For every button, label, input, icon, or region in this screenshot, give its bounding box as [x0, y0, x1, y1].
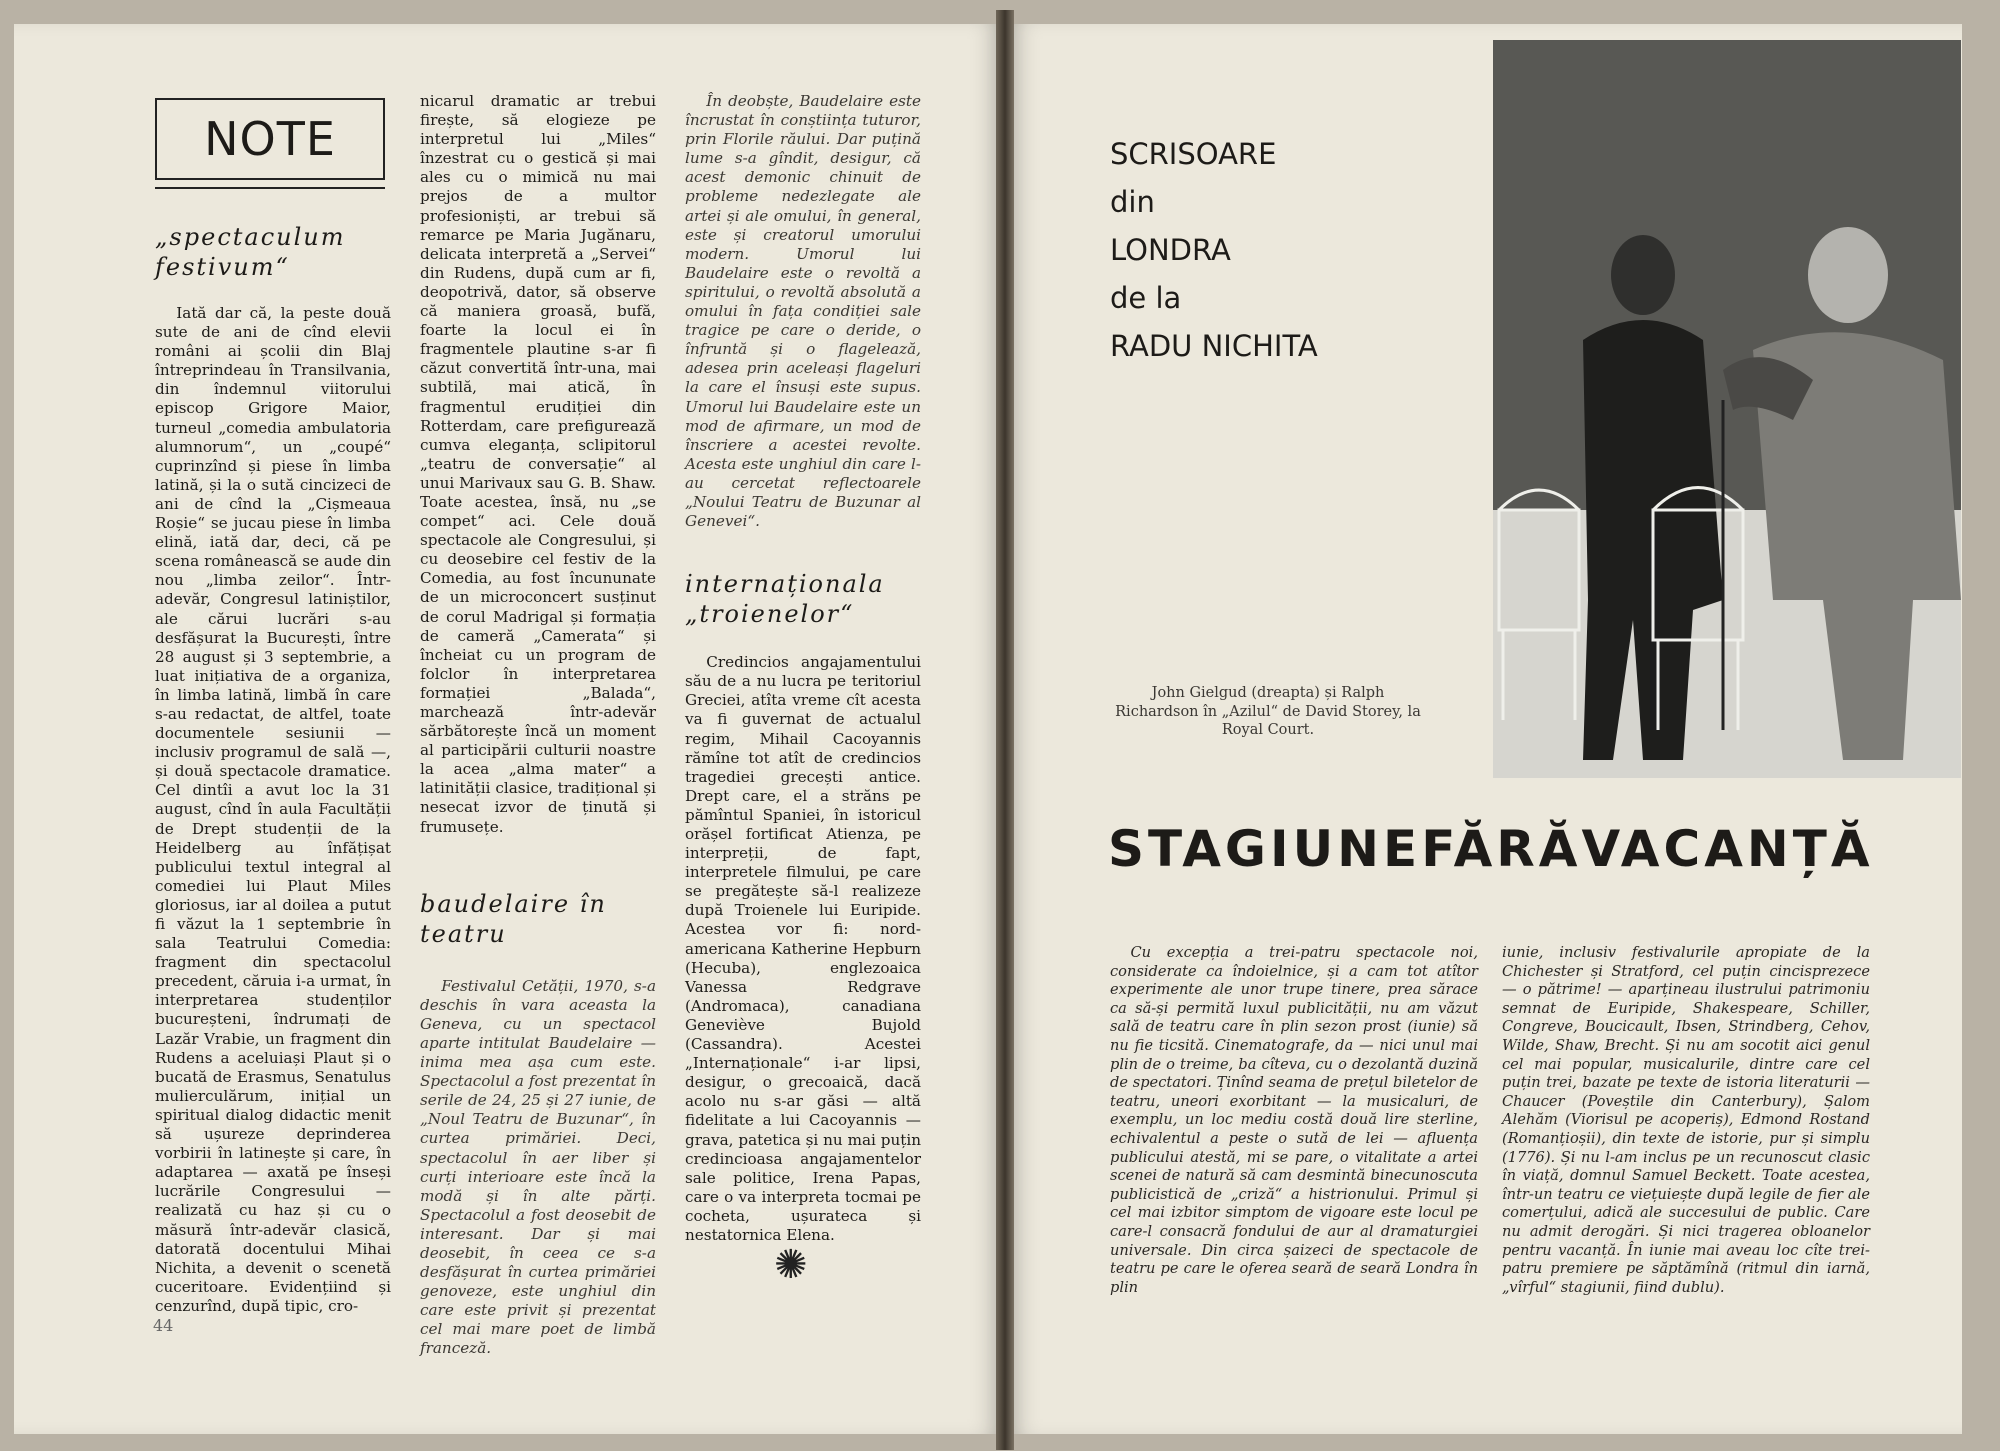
left-column-1 [155, 222, 391, 1316]
title-word: VACANȚĂ [1581, 820, 1874, 878]
article-heading-spectaculum: „spectaculum festivum“ [155, 223, 346, 281]
right-column-1 [1110, 944, 1478, 1297]
article-title [1108, 820, 1872, 878]
article-body-stagiune: Cu excepția a trei-patru spectacole noi, considerate ca îndoielnice, și a cam tot atîtor experimente ale unor trupe tinere, prea sărace ca să-și permită luxul publicității, nu am văzut sală de teatru care în plin sezon prost (iunie) să nu fie ticsită. Cinematografe, da — nici unul mai plin de o treime, ba cîteva, cu o dezolantă duzină de spectatori. Ținînd seama de prețul biletelor de teatru, uneori exorbitant — la musicaluri, de exemplu, un loc mediu costă două lire sterline, echivalentul a peste o sută de lei — afluența publicului atestă, mi se pare, o vitalitate a artei scenei de natură să cam desmintă binecunoscuta publicistică de „criză“ a histrionului. Primul și cel mai izbitor simptom de vigoare este locul pe care-l consacră fondului de aur al dramaturgiei universale. Din circa șaizeci de spectacole de teatru pe care le oferea seară de seară Londra în plin [1110, 944, 1478, 1296]
letter-header-line: LONDRA [1110, 233, 1231, 267]
section-rule [155, 187, 385, 189]
article-body-baudelaire-cont: În deobște, Baudelaire este încrustat în conștiința tuturor, prin Florile răului. Dar puțină lume s-a gîndit, desigur, că acest demonic chinuit de probleme nedezlegate ale artei și ale omului, în general, este și creatorul umorului modern. Umorul lui Baudelaire este o revoltă a spiritului, o revoltă absolută a omului în fața condiției sale tragice pe care o deride, o înfruntă și o flagelează, adesea prin aceleași flageluri la care el însuși este supus. Umorul lui Baudelaire este un mod de afirmare, un mod de înscriere a acestei revolte. Acesta este unghiul din care l-au cercetat reflectoarele „Noului Teatru de Buzunar al Genevei“. [685, 92, 921, 531]
letter-header-line: de la [1110, 281, 1182, 315]
article-body-continued: nicarul dramatic ar trebui firește, să elogieze pe interpretul lui „Miles“ înzestrat cu o gestică și mai ales cu o mimică nu mai prejos de a multor profesioniști, ar trebui să remarce pe Maria Jugănaru, delicata interpretă a „Servei“ din Rudens, după cum ar fi, deopotrivă, dator, să observe că maniera groasă, bufă, foarte la locul ei în fragmentele plautine s-ar fi căzut convertită într-una, mai subtilă, mai atică, în fragmentul erudiției din Rotterdam, care prefigurează cumva eleganța, sclipitorul „teatru de conversație“ al unui Marivaux sau G. B. Shaw. Toate acestea, însă, nu „se compet“ aci. Cele două spectacole ale Congresului, și cu deosebire cel festiv de la Comedia, au fost încununate de un microconcert susținut de corul Madrigal și formația de cameră „Camerata“ și încheiat cu un program de folclor în interpretarea formației „Balada“, marchează într-adevăr sărbătorește încă un moment al participării culturii noastre la acea „alma mater“ a latinității clasice, tradițional și nesecat izvor de ținută și frumusețe. [420, 92, 656, 836]
letter-header-line: din [1110, 185, 1155, 219]
title-word: STAGIUNE [1108, 820, 1422, 878]
theatre-photo [1493, 40, 1961, 778]
left-column-2 [420, 92, 656, 1359]
book-gutter [996, 10, 1014, 1450]
article-body-stagiune-cont: iunie, inclusiv festivalurile apropiate de la Chichester și Stratford, cel puțin cincisprezece — o pătrime! — aparțineau ilustrului patrimoniu semnat de Euripide, Shakespeare, Schiller, Congreve, Boucicault, Ibsen, Strindberg, Cehov, Wilde, Shaw, Brecht. Și nu am socotit aici genul cel mai popular, musicalurile, dintre care cel puțin trei, bazate pe texte de istoria literaturii — Chaucer (Poveștile din Canterbury), Șalom Alehăm (Viorisul pe acoperiș), Edmond Rostand (Romanțioșii), din texte de istorie, pur și simplu (1776). Și nu l-am inclus pe un recunoscut clasic în viață, domnul Samuel Beckett. Toate acestea, într-un teatru ce viețuiește după legile de fier ale comerțului, adică ale succesului de public. Care nu admit derogări. Și nici tragerea obloanelor pentru vacanță. În iunie mai aveau loc cîte trei-patru premiere pe săptămînă (ritmul din iarnă, „vîrful“ stagiunii, fiind dublu). [1502, 944, 1870, 1296]
right-column-2 [1502, 944, 1870, 1297]
article-heading-baudelaire: baudelaire în teatru [420, 889, 607, 948]
page-number: 44 [153, 1316, 174, 1335]
article-heading-troienelor: internaționala „troienelor“ [685, 570, 885, 629]
article-body-spectaculum: Iată dar că, la peste două sute de ani de cînd elevii români ai școlii din Blaj întreprindeau în Transilvania, din îndemnul viitorului episcop Grigore Maior, turneul „comedia ambulatoria alumnorum“, un „coupé“ cuprinzînd și piese în limba latină, și la o sută cincizeci de ani de cînd la „Cișmeaua Roșie“ se jucau piese în limba elină, iată dar, deci, că pe scena românească se aude din nou „limba zeilor“. Într-adevăr, Congresul latiniștilor, ale cărui lucrări s-au desfășurat la București, între 28 august și 3 septembrie, a luat inițiativa de a organiza, în limba latină, limbă în care s-au redactat, de altfel, toate documentele sesiunii — inclusiv programul de sală —, și două spectacole dramatice. Cel dintîi a avut loc la 31 august, cînd în aula Facultății de Drept studenții de la Heidelberg au înfățișat publicului textul integral al comediei lui Plaut Miles gloriosus, iar al doilea a putut fi văzut la 1 septembrie în sala Teatrului Comedia: fragment din spectacolul precedent, căruia i-a urmat, în interpretarea studenților bucureșteni, îndrumați de Lazăr Vrabie, un fragment din Rudens a aceluiași Plaut și o bucată de Erasmus, Senatulus mulierculărum, inițial un spiritual dialog didactic menit să ușureze deprinderea vorbirii în latinește și care, în adaptarea — axată pe înseși lucrările Congresului — realizată cu haz și cu o măsură într-adevăr clasică, datorată docentului Mihai Nichita, a devenit o scenetă cuceritoare. Evidențiind și cenzurînd, după tipic, cro- [155, 304, 391, 1315]
article-body-baudelaire: Festivalul Cetății, 1970, s-a deschis în vara aceasta la Geneva, cu un spectacol aparte intitulat Baudelaire — inima mea așa cum este. Spectacolul a fost prezentat în serile de 24, 25 și 27 iunie, de „Noul Teatru de Buzunar“, în curtea primăriei. Deci, spectacolul în aer liber și curți interioare este încă la modă și în alte părți. Spectacolul a fost deosebit de interesant. Dar și mai deosebit, în ceea ce s-a desfășurat în curtea primăriei genoveze, este unghiul din care este privit și prezentat cel mai mare poet de limbă franceză. [420, 976, 656, 1358]
photo-scene [1493, 40, 1961, 778]
section-label: NOTE [155, 98, 385, 180]
left-column-3 [685, 92, 921, 1245]
sun-ornament-icon: ✺ [774, 1242, 808, 1288]
letter-header-line: SCRISOARE [1110, 137, 1277, 171]
title-word: FĂRĂ [1421, 820, 1582, 878]
letter-header-line: RADU NICHITA [1110, 329, 1318, 363]
article-body-troienelor: Credincios angajamentului său de a nu lucra pe teritoriul Greciei, atîta vreme cît acesta va fi guvernat de actualul regim, Mihail Cacoyannis rămîne tot atît de credincios tragediei grecești antice. Drept care, el a străns pe pămîntul Spaniei, în istoricul orășel fortificat Atienza, pe interpreții, de fapt, interpretele filmului, pe care se pregătește să-l realizeze după Troienele lui Euripide. Acestea vor fi: nord-americana Katherine Hepburn (Hecuba), englezoaica Vanessa Redgrave (Andromaca), canadiana Geneviève Bujold (Cassandra). Acestei „Internaționale“ i-ar lipsi, desigur, o grecoaică, dacă acolo nu s-ar găsi — altă fidelitate a lui Cacoyannis — grava, patetica și nu mai puțin credincioasa angajamentelor sale politice, Irena Papas, care o va interpreta tocmai pe cocheta, ușurateca și nestatornica Elena. [685, 653, 921, 1244]
photo-caption: John Gielgud (dreapta) și Ralph Richardson în „Azilul“ de David Storey, la Royal Court. [1115, 685, 1421, 738]
letter-header [1110, 130, 1318, 370]
